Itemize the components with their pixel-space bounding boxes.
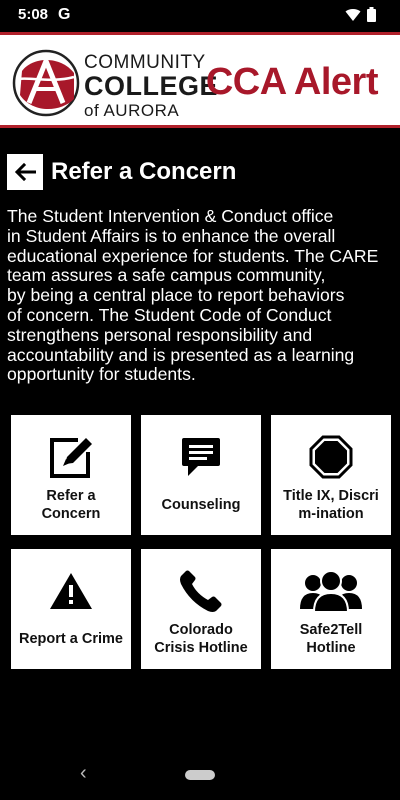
page-title: Refer a Concern bbox=[51, 158, 237, 185]
status-bar bbox=[0, 0, 400, 32]
tile-label-safe2tell: Safe2Tell Hotline bbox=[299, 622, 363, 656]
edit-icon bbox=[48, 427, 94, 487]
logo-line-college: COLLEGE bbox=[84, 71, 219, 101]
page-description: The Student Intervention & Conduct office in Student Affairs is to enhance the overall educational experience for students. The CARE team assures a safe campus community, by being a central place to report behaviors of concern. The Student Code of Conduct strengthens personal responsibility and accountability and is presented as a learning opportunity for students. bbox=[7, 206, 379, 385]
system-nav-bar bbox=[0, 752, 400, 800]
status-icons bbox=[345, 7, 376, 22]
nav-home-pill[interactable] bbox=[185, 770, 215, 780]
app-title: CCA Alert bbox=[205, 61, 378, 103]
crisis-hotline-tile[interactable] bbox=[141, 549, 261, 669]
header-banner bbox=[0, 32, 400, 128]
college-logo-text bbox=[84, 53, 218, 119]
arrow-left-icon bbox=[14, 163, 36, 181]
tile-label-counseling: Counseling bbox=[161, 497, 241, 513]
safe2tell-tile[interactable] bbox=[271, 549, 391, 669]
chat-icon bbox=[180, 427, 222, 487]
college-logo-icon bbox=[12, 49, 80, 117]
counseling-tile[interactable] bbox=[141, 415, 261, 535]
tile-label-report-crime: Report a Crime bbox=[19, 631, 123, 647]
warning-icon bbox=[49, 561, 93, 621]
report-crime-tile[interactable] bbox=[11, 549, 131, 669]
logo-line-community: COMMUNITY bbox=[84, 52, 206, 73]
tile-label-crisis-hotline: Colorado Crisis Hotline bbox=[154, 622, 248, 656]
refer-concern-tile[interactable] bbox=[11, 415, 131, 535]
status-time: 5:08 bbox=[18, 6, 49, 23]
wifi-icon bbox=[345, 8, 361, 22]
phone-icon bbox=[178, 561, 224, 621]
back-button[interactable] bbox=[7, 154, 43, 190]
octagon-icon bbox=[309, 427, 353, 487]
tile-label-refer-concern: Refer a Concern bbox=[41, 488, 101, 522]
google-notification-icon: G bbox=[58, 6, 71, 23]
logo-line-aurora: of AURORA bbox=[84, 101, 180, 120]
title-ix-tile[interactable] bbox=[271, 415, 391, 535]
action-tile-grid bbox=[11, 415, 391, 669]
nav-back-chevron-icon[interactable]: ‹ bbox=[80, 762, 87, 784]
group-icon bbox=[300, 561, 362, 621]
tile-label-title-ix: Title IX, Discri m-ination bbox=[283, 488, 379, 522]
page-header bbox=[7, 154, 236, 190]
battery-icon bbox=[367, 7, 376, 22]
